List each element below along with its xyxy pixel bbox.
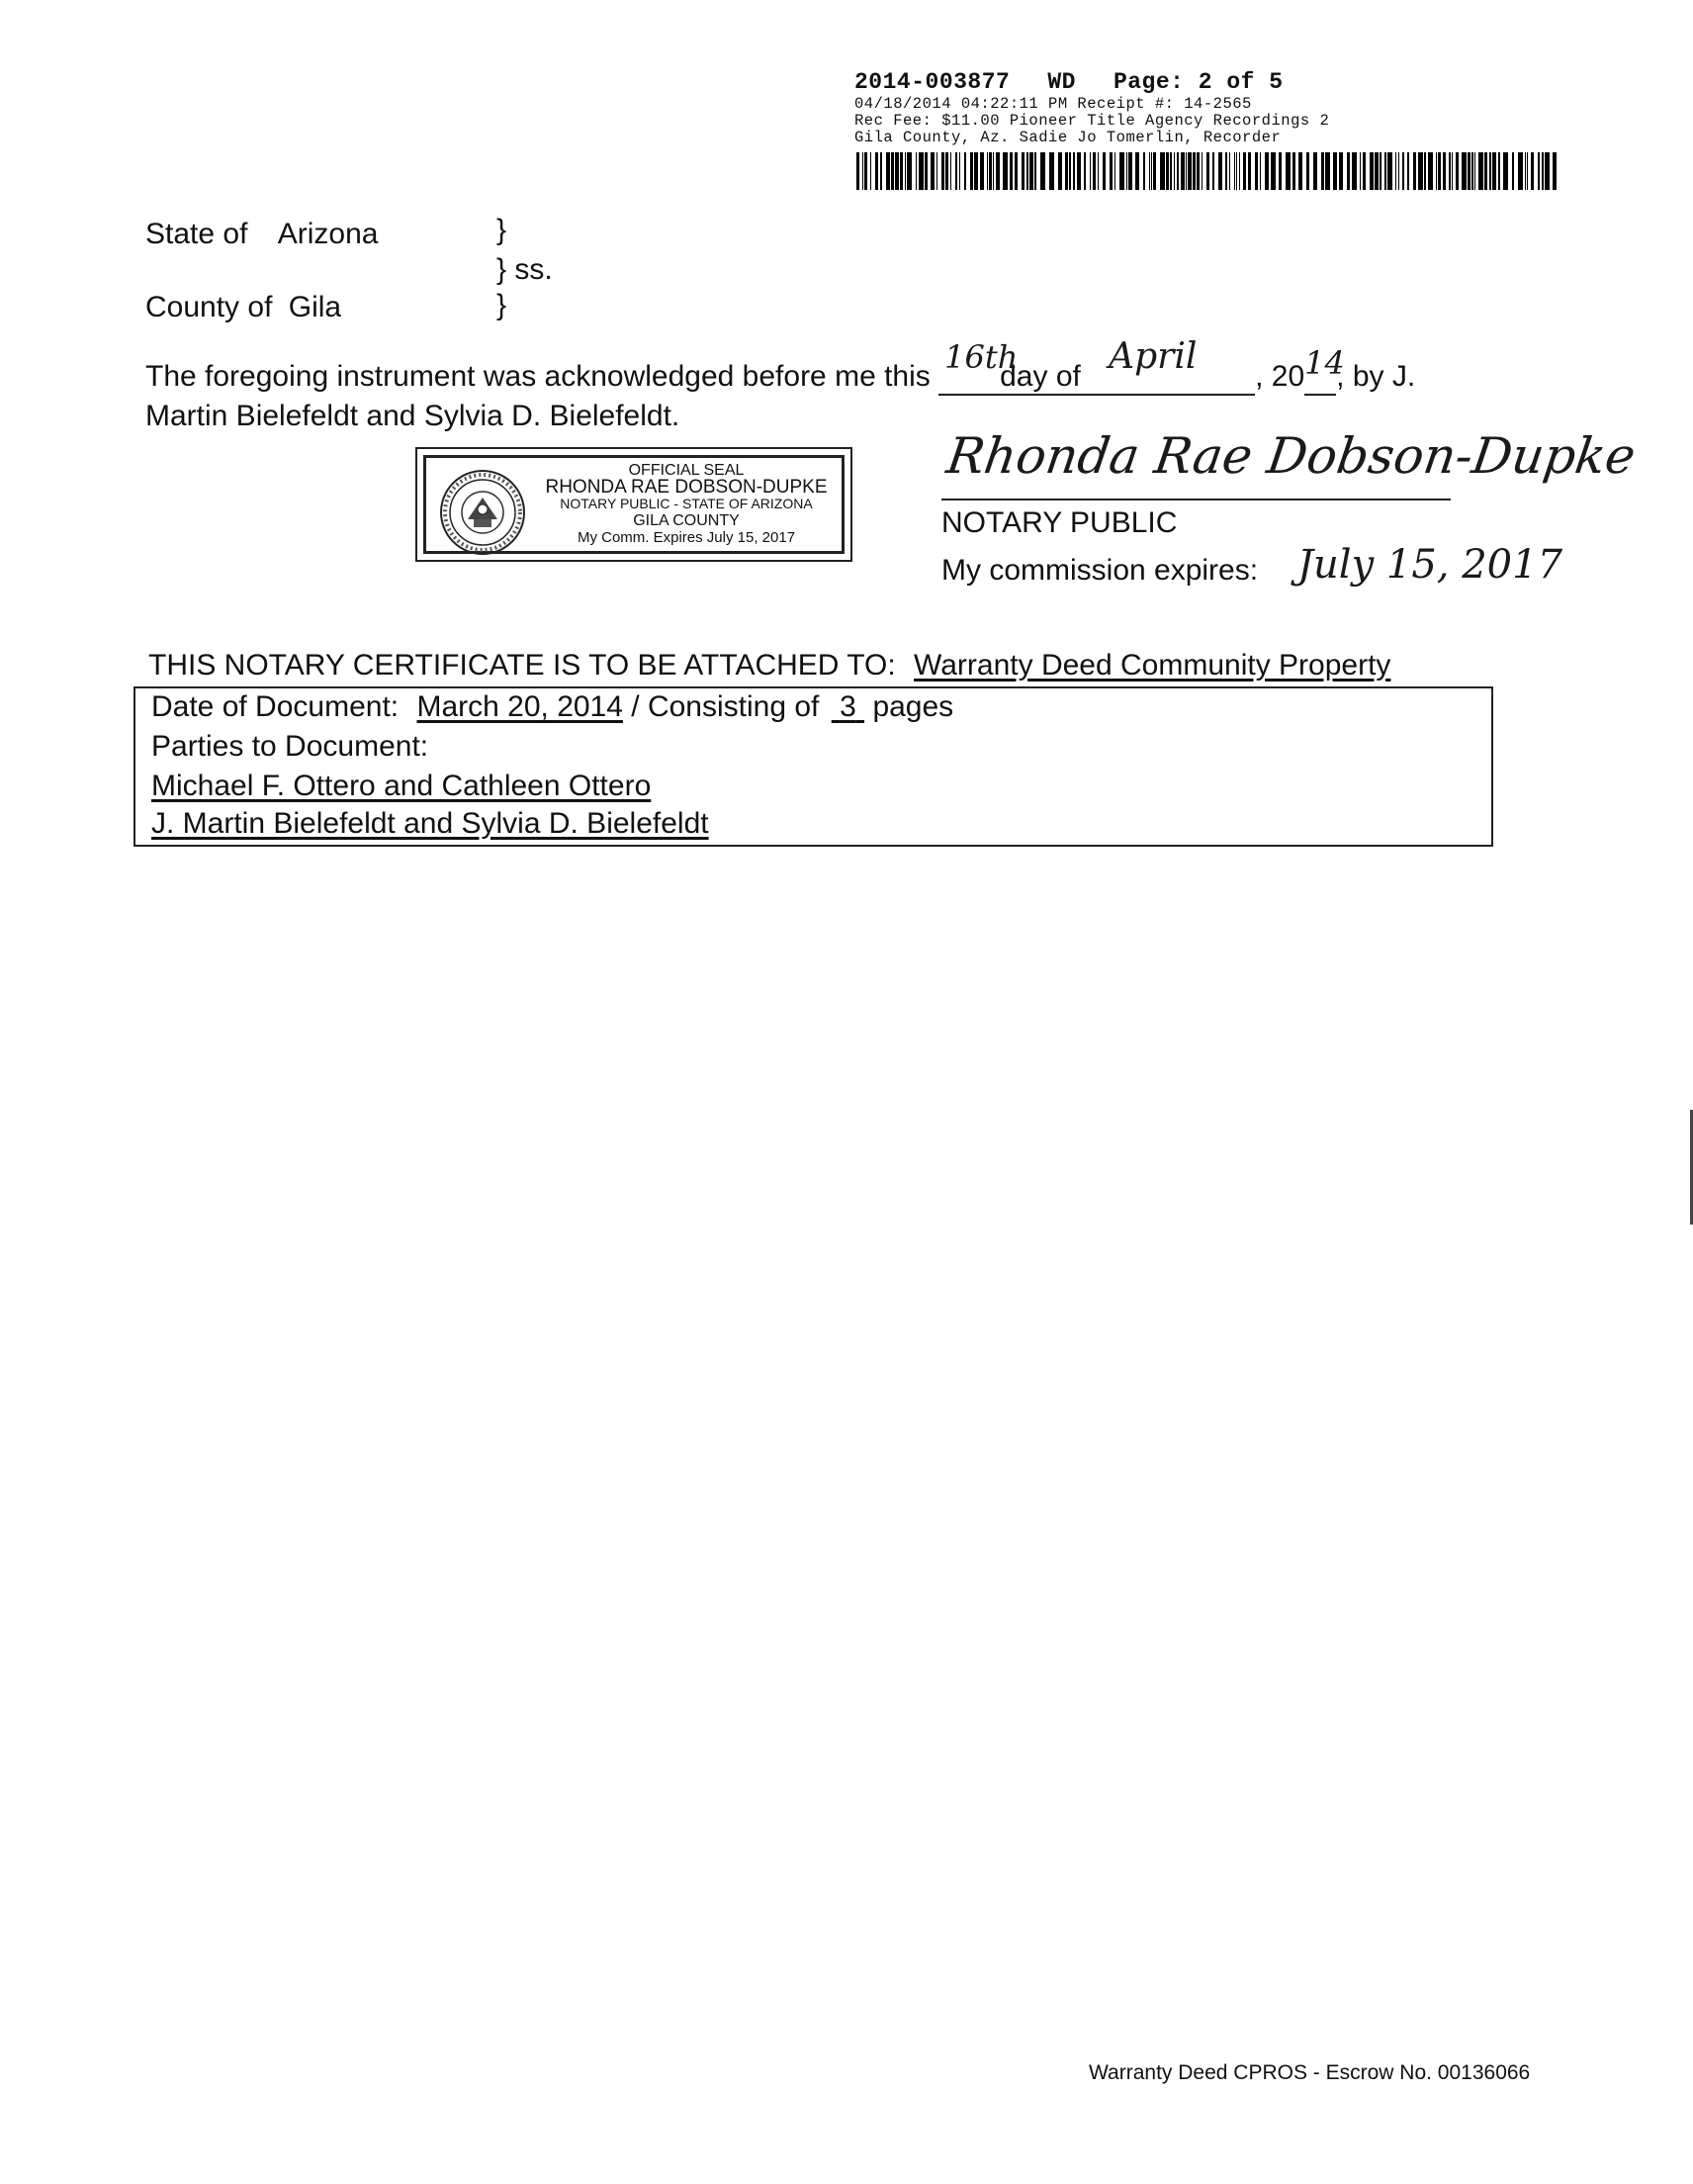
commission-expires-label: My commission expires:	[941, 554, 1259, 587]
county-line	[145, 291, 341, 324]
commission-expires-handwritten: July 15, 2017	[1297, 542, 1563, 588]
party-1: Michael F. Ottero and Cathleen Ottero	[151, 770, 652, 802]
recording-fee-line: Rec Fee: $11.00 Pioneer Title Agency Recordings 2	[854, 112, 1330, 130]
seal-title: OFFICIAL SEAL	[628, 462, 745, 479]
seal-county: GILA COUNTY	[633, 512, 740, 529]
certificate-heading: THIS NOTARY CERTIFICATE IS TO BE ATTACHED TO:	[148, 649, 896, 682]
year-blank	[1304, 344, 1345, 396]
acknowledgment-line-1	[145, 336, 1416, 396]
seal-border	[423, 455, 845, 554]
state-label: State of	[145, 218, 248, 250]
seal-expiration: My Comm. Expires July 15, 2017	[577, 529, 796, 546]
document-date-label: Date of Document:	[151, 690, 400, 723]
by-label: , by J.	[1336, 360, 1416, 393]
county-label: County of	[145, 291, 273, 323]
state-value: Arizona	[277, 218, 379, 250]
document-date-value: March 20, 2014	[416, 690, 623, 723]
seal-notary-name: RHONDA RAE DOBSON-DUPKE	[545, 477, 828, 498]
document-date-line	[151, 690, 953, 724]
day-handwritten: 16th	[944, 338, 1019, 376]
parties-label: Parties to Document:	[151, 730, 429, 763]
year-prefix: , 20	[1255, 360, 1305, 393]
seal-text-block	[535, 462, 838, 546]
document-type: WD	[1047, 69, 1076, 95]
notary-title: NOTARY PUBLIC	[941, 506, 1178, 539]
party-2: J. Martin Bielefeldt and Sylvia D. Bielefeldt	[151, 807, 709, 840]
state-seal-emblem	[438, 468, 527, 557]
page-count: 3	[840, 690, 856, 723]
certificate-heading-line	[148, 649, 1390, 682]
page-indicator: Page: 2 of 5	[1113, 69, 1284, 95]
certificate-box	[134, 686, 1493, 847]
county-value: Gila	[288, 291, 342, 323]
day-of-label: day of	[1000, 360, 1081, 393]
acknowledgment-line-2: Martin Bielefeldt and Sylvia D. Bielefeldt.	[145, 400, 680, 432]
recording-header	[854, 69, 1321, 95]
consisting-label: / Consisting of	[631, 690, 820, 723]
recording-county-line: Gila County, Az. Sadie Jo Tomerlin, Recorder	[854, 129, 1282, 146]
ss-brace: } ss.	[496, 253, 553, 286]
year-handwritten: 14	[1304, 344, 1345, 382]
acknowledgment-text: The foregoing instrument was acknowledged before me this	[145, 360, 931, 393]
seal-commission: NOTARY PUBLIC - STATE OF ARIZONA	[560, 496, 813, 511]
document-number: 2014-003877	[854, 69, 1011, 95]
state-line	[145, 218, 378, 251]
day-blank	[938, 338, 1019, 396]
month-handwritten: April	[1109, 336, 1198, 377]
attached-document-name: Warranty Deed Community Property	[914, 649, 1391, 682]
month-blank	[1000, 336, 1255, 396]
brace-top: }	[496, 214, 507, 246]
recording-timestamp-line: 04/18/2014 04:22:11 PM Receipt #: 14-2565	[854, 95, 1252, 113]
notary-seal	[415, 447, 852, 562]
signature-line	[941, 499, 1451, 500]
footer-reference: Warranty Deed CPROS - Escrow No. 00136066	[1089, 2061, 1531, 2084]
barcode	[856, 152, 1559, 190]
pages-label: pages	[872, 690, 954, 723]
brace-bottom: }	[496, 289, 507, 321]
notary-signature: Rhonda Rae Dobson-Dupke	[942, 427, 1640, 485]
